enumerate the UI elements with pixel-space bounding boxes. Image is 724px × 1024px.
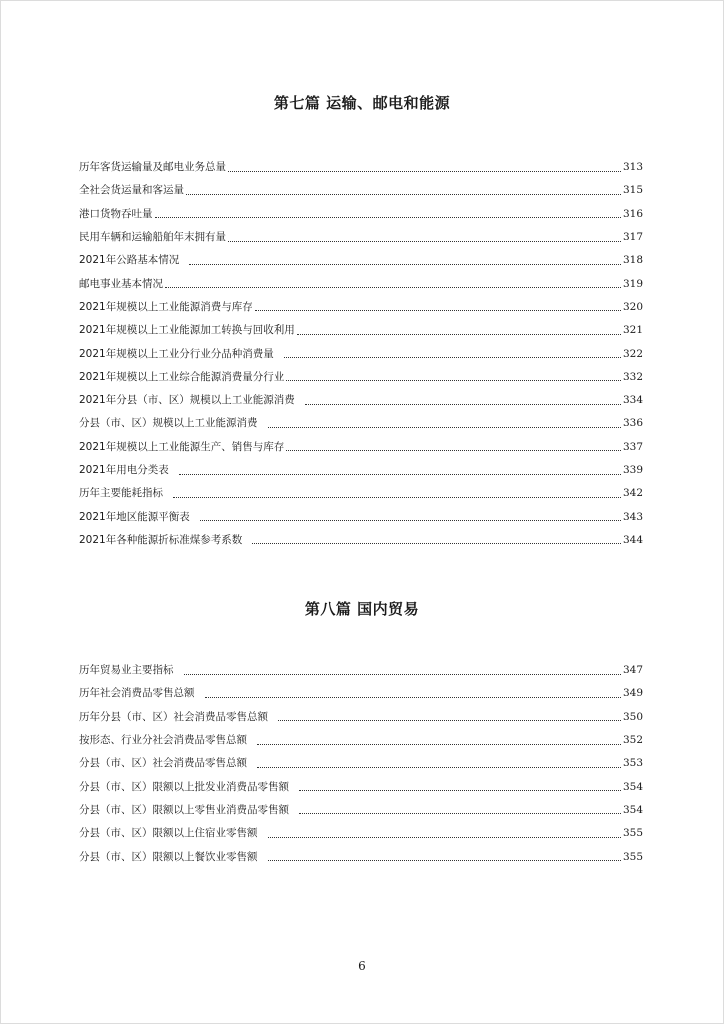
toc-entry[interactable] [79, 366, 643, 389]
toc-entry-page: 339 [622, 464, 643, 476]
dot-leader [305, 403, 621, 405]
toc-entry-page: 354 [622, 803, 643, 816]
toc-entry[interactable] [79, 296, 643, 319]
dot-leader [284, 356, 621, 358]
toc-entry[interactable] [79, 682, 643, 705]
toc-entry[interactable] [79, 845, 643, 868]
toc-entry-title: 分县（市、区）社会消费品零售总额 [79, 757, 247, 770]
dot-leader [268, 836, 621, 838]
dot-leader [205, 696, 621, 698]
toc-entry[interactable] [79, 659, 643, 682]
toc-entry-page: 337 [622, 440, 643, 453]
toc-entry[interactable] [79, 342, 643, 365]
toc-entry[interactable] [79, 706, 643, 729]
toc-entry[interactable] [79, 249, 643, 272]
toc-entry-page: 352 [622, 734, 643, 747]
toc-entry[interactable] [79, 436, 643, 459]
toc-entry-page: 354 [622, 780, 643, 793]
dot-leader [228, 170, 621, 172]
dot-leader [268, 426, 621, 428]
section-title-7: 第七篇 运输、邮电和能源 [273, 94, 451, 112]
toc-entry-page: 342 [622, 487, 643, 500]
page-number: 6 [358, 959, 366, 973]
toc-entry-title: 历年客货运输量及邮电业务总量 [79, 161, 226, 174]
dot-leader [184, 673, 621, 675]
toc-entry-title: 2021年分县（市、区）规模以上工业能源消费 [79, 394, 295, 407]
dot-leader [299, 789, 621, 791]
dot-leader [286, 449, 621, 451]
toc-entry-title: 2021年规模以上工业能源加工转换与回收利用 [79, 324, 295, 337]
toc-entry-page: 355 [622, 827, 643, 840]
toc-entry-page: 347 [622, 664, 643, 677]
toc-entry-title: 历年分县（市、区）社会消费品零售总额 [79, 710, 268, 723]
toc-entry-title: 全社会货运量和客运量 [79, 184, 184, 197]
toc-entry-title: 2021年规模以上工业综合能源消费量分行业 [79, 370, 285, 383]
toc-entry-page: 334 [622, 394, 643, 407]
toc-entry-page: 343 [622, 510, 643, 523]
toc-entry-title: 2021年规模以上工业能源生产、销售与库存 [79, 440, 285, 453]
toc-entry-page: 322 [622, 347, 643, 360]
toc-entry[interactable] [79, 505, 643, 528]
toc-entry-page: 355 [622, 850, 643, 863]
toc-entry-title: 邮电事业基本情况 [79, 277, 163, 290]
dot-leader [297, 333, 621, 335]
toc-entry[interactable] [79, 389, 643, 412]
toc-entry-title: 分县（市、区）限额以上住宿业零售额 [79, 827, 258, 840]
toc-entry[interactable] [79, 226, 643, 249]
toc-entry[interactable] [79, 529, 643, 552]
toc-entry-page: 344 [622, 533, 643, 546]
toc-entry[interactable] [79, 459, 643, 482]
toc-entry-page: 332 [622, 370, 643, 383]
dot-leader [200, 519, 621, 521]
toc-entry-title: 分县（市、区）限额以上零售业消费品零售额 [79, 803, 289, 816]
toc-entry-page: 349 [622, 687, 643, 700]
toc-entry[interactable] [79, 822, 643, 845]
dot-leader [179, 473, 621, 475]
toc-entry-title: 民用车辆和运输船舶年末拥有量 [79, 231, 226, 244]
toc-entry[interactable] [79, 156, 643, 179]
dot-leader [186, 193, 621, 195]
toc-entry-title: 2021年公路基本情况 [79, 254, 180, 267]
toc-entry[interactable] [79, 752, 643, 775]
toc-entry[interactable] [79, 179, 643, 202]
toc-entry-title: 按形态、行业分社会消费品零售总额 [79, 734, 247, 747]
toc-entry-page: 336 [622, 417, 643, 430]
toc-entry-title: 分县（市、区）限额以上批发业消费品零售额 [79, 780, 289, 793]
toc-entry-title: 港口货物吞吐量 [79, 207, 153, 220]
toc-section-8 [79, 659, 643, 869]
toc-entry-title: 历年贸易业主要指标 [79, 664, 174, 677]
toc-entry-page: 321 [622, 324, 643, 337]
toc-entry-title: 分县（市、区）限额以上餐饮业零售额 [79, 850, 258, 863]
toc-section-7 [79, 156, 643, 552]
toc-entry-page: 317 [622, 231, 643, 244]
toc-entry-page: 353 [622, 757, 643, 770]
dot-leader [155, 216, 621, 218]
toc-entry-title: 历年社会消费品零售总额 [79, 687, 195, 700]
toc-entry-title: 2021年地区能源平衡表 [79, 510, 190, 523]
dot-leader [255, 309, 621, 311]
toc-entry-title: 分县（市、区）规模以上工业能源消费 [79, 417, 258, 430]
toc-entry[interactable] [79, 482, 643, 505]
toc-entry[interactable] [79, 412, 643, 435]
toc-entry[interactable] [79, 729, 643, 752]
toc-entry-page: 319 [622, 277, 643, 290]
toc-entry[interactable] [79, 775, 643, 798]
toc-entry-title: 2021年规模以上工业分行业分品种消费量 [79, 347, 274, 360]
toc-entry-page: 318 [622, 254, 643, 267]
dot-leader [278, 719, 621, 721]
dot-leader [257, 743, 621, 745]
dot-leader [173, 496, 621, 498]
dot-leader [165, 286, 621, 288]
dot-leader [252, 542, 621, 544]
dot-leader [257, 766, 621, 768]
toc-entry[interactable] [79, 799, 643, 822]
toc-entry-page: 316 [622, 207, 643, 220]
toc-entry-title: 2021年各种能源折标准煤参考系数 [79, 533, 243, 546]
toc-entry[interactable] [79, 203, 643, 226]
section-title-8: 第八篇 国内贸易 [304, 600, 420, 618]
toc-entry-title: 2021年用电分类表 [79, 464, 169, 476]
toc-entry-page: 320 [622, 300, 643, 313]
dot-leader [268, 859, 621, 861]
dot-leader [189, 263, 621, 265]
toc-entry-page: 315 [622, 184, 643, 197]
toc-entry-title: 历年主要能耗指标 [79, 487, 163, 500]
dot-leader [286, 379, 621, 381]
dot-leader [228, 240, 621, 242]
toc-entry[interactable] [79, 319, 643, 342]
toc-entry-page: 350 [622, 710, 643, 723]
dot-leader [299, 812, 621, 814]
toc-entry-title: 2021年规模以上工业能源消费与库存 [79, 300, 253, 313]
toc-entry[interactable] [79, 272, 643, 295]
toc-entry-page: 313 [622, 161, 643, 174]
